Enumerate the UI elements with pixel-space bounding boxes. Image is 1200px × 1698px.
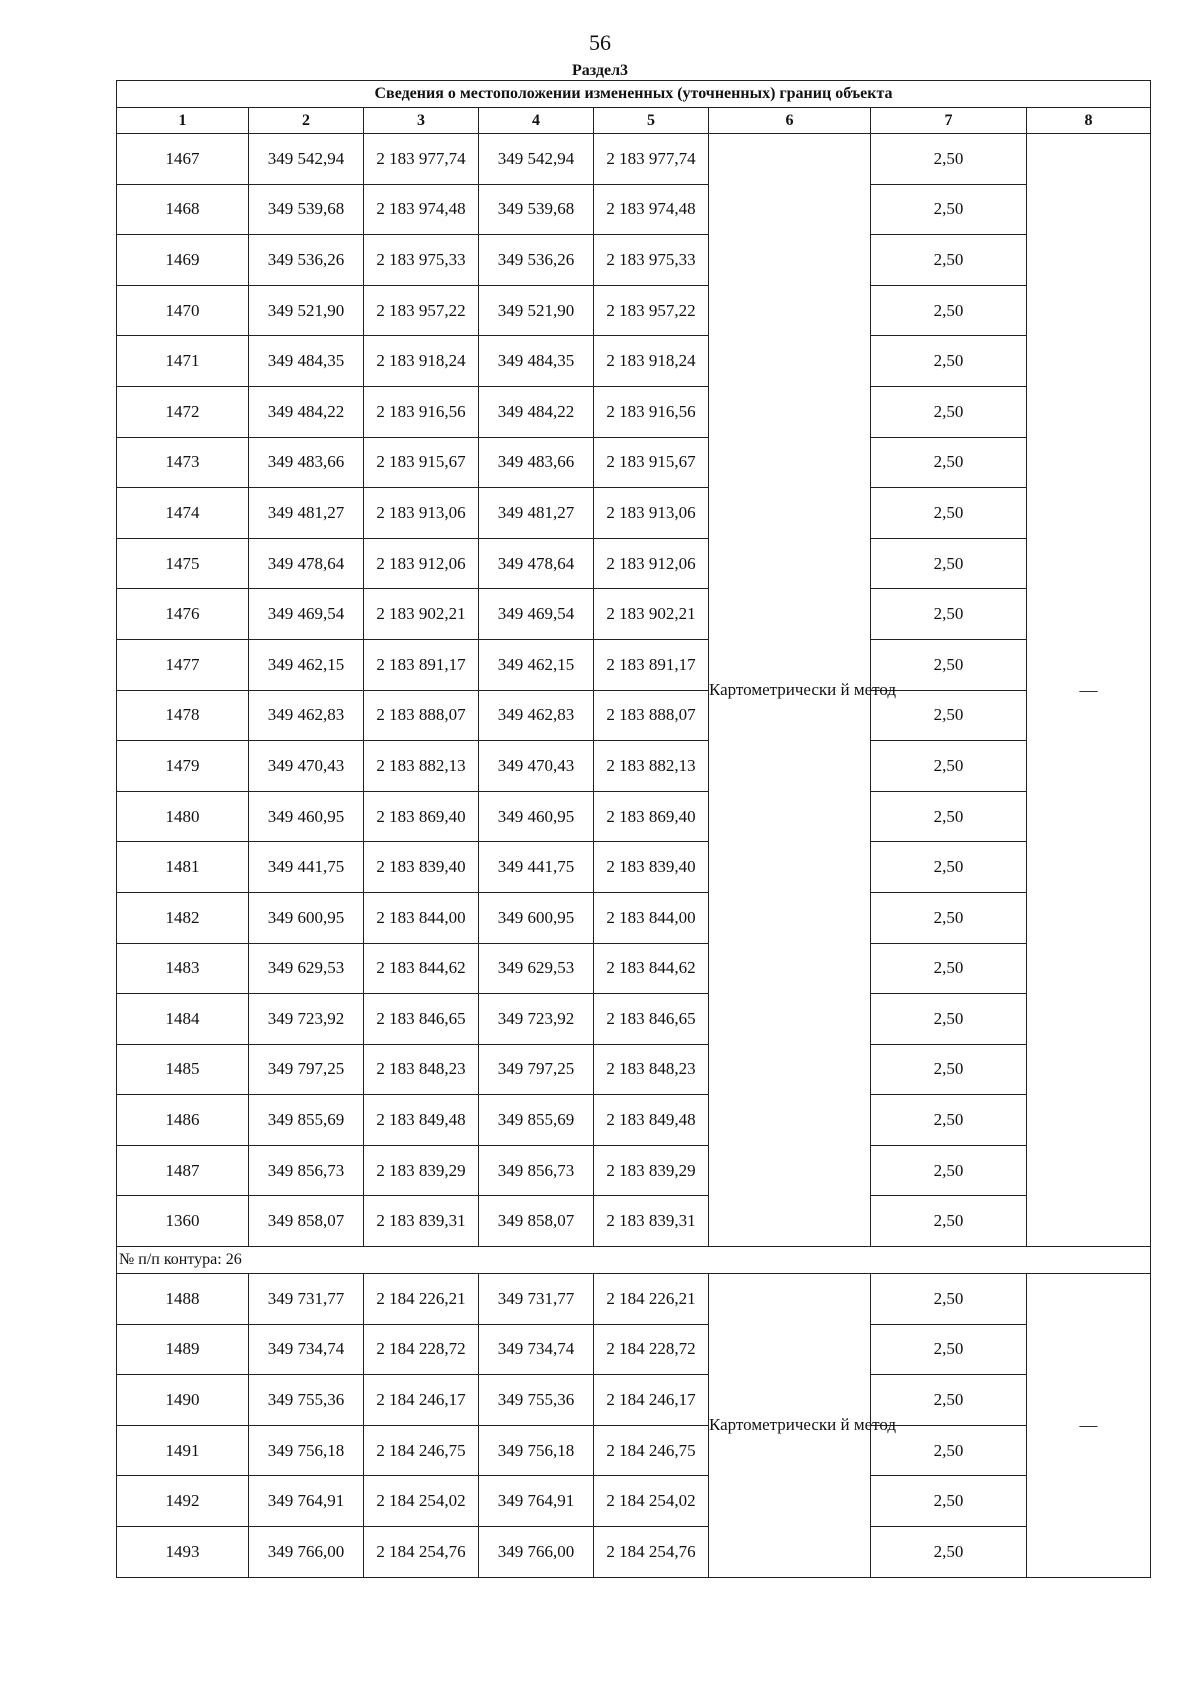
y-new-cell: 2 183 839,29	[594, 1145, 709, 1196]
column-header: 6	[709, 108, 871, 134]
x-existing-cell: 349 469,54	[249, 589, 364, 640]
y-new-cell: 2 184 254,02	[594, 1476, 709, 1527]
accuracy-cell: 2,50	[871, 1274, 1027, 1325]
accuracy-cell: 2,50	[871, 1196, 1027, 1247]
table-row	[117, 690, 1151, 741]
y-new-cell: 2 183 916,56	[594, 386, 709, 437]
point-number-cell: 1470	[117, 285, 249, 336]
accuracy-cell: 2,50	[871, 336, 1027, 387]
point-number-cell: 1474	[117, 488, 249, 539]
table-title: Сведения о местоположении измененных (уточненных) границ объекта	[117, 81, 1151, 108]
accuracy-cell: 2,50	[871, 1044, 1027, 1095]
x-new-cell: 349 734,74	[479, 1324, 594, 1375]
contour-label: № п/п контура: 26	[117, 1247, 1151, 1274]
y-existing-cell: 2 183 902,21	[364, 589, 479, 640]
y-existing-cell: 2 183 839,29	[364, 1145, 479, 1196]
x-new-cell: 349 855,69	[479, 1095, 594, 1146]
y-new-cell: 2 183 915,67	[594, 437, 709, 488]
y-new-cell: 2 183 977,74	[594, 134, 709, 185]
point-number-cell: 1491	[117, 1425, 249, 1476]
table-row	[117, 437, 1151, 488]
y-new-cell: 2 183 888,07	[594, 690, 709, 741]
y-existing-cell: 2 183 848,23	[364, 1044, 479, 1095]
contour-row	[117, 1247, 1151, 1274]
table-row	[117, 1274, 1151, 1325]
accuracy-cell: 2,50	[871, 538, 1027, 589]
table-row	[117, 1476, 1151, 1527]
accuracy-cell: 2,50	[871, 235, 1027, 286]
method-cell: Картометрически й метод	[709, 134, 871, 1247]
y-existing-cell: 2 183 839,40	[364, 842, 479, 893]
accuracy-cell: 2,50	[871, 994, 1027, 1045]
column-header-row	[117, 108, 1151, 134]
y-existing-cell: 2 183 957,22	[364, 285, 479, 336]
x-existing-cell: 349 536,26	[249, 235, 364, 286]
y-new-cell: 2 183 869,40	[594, 791, 709, 842]
y-new-cell: 2 183 913,06	[594, 488, 709, 539]
page-number: 56	[589, 30, 611, 55]
x-existing-cell: 349 484,22	[249, 386, 364, 437]
accuracy-cell: 2,50	[871, 1324, 1027, 1375]
x-new-cell: 349 462,15	[479, 639, 594, 690]
table-row	[117, 386, 1151, 437]
y-new-cell: 2 183 848,23	[594, 1044, 709, 1095]
x-existing-cell: 349 629,53	[249, 943, 364, 994]
point-number-cell: 1490	[117, 1375, 249, 1426]
accuracy-cell: 2,50	[871, 1425, 1027, 1476]
x-new-cell: 349 536,26	[479, 235, 594, 286]
x-existing-cell: 349 764,91	[249, 1476, 364, 1527]
point-number-cell: 1473	[117, 437, 249, 488]
accuracy-cell: 2,50	[871, 842, 1027, 893]
y-new-cell: 2 183 974,48	[594, 184, 709, 235]
y-existing-cell: 2 184 246,75	[364, 1425, 479, 1476]
accuracy-cell: 2,50	[871, 690, 1027, 741]
x-existing-cell: 349 734,74	[249, 1324, 364, 1375]
accuracy-cell: 2,50	[871, 791, 1027, 842]
y-existing-cell: 2 183 839,31	[364, 1196, 479, 1247]
table-row	[117, 184, 1151, 235]
y-new-cell: 2 183 891,17	[594, 639, 709, 690]
column-header: 7	[871, 108, 1027, 134]
y-existing-cell: 2 183 912,06	[364, 538, 479, 589]
table-row	[117, 994, 1151, 1045]
y-existing-cell: 2 183 977,74	[364, 134, 479, 185]
accuracy-cell: 2,50	[871, 1145, 1027, 1196]
x-existing-cell: 349 858,07	[249, 1196, 364, 1247]
y-new-cell: 2 183 844,62	[594, 943, 709, 994]
y-new-cell: 2 183 846,65	[594, 994, 709, 1045]
point-number-cell: 1493	[117, 1527, 249, 1578]
x-new-cell: 349 484,22	[479, 386, 594, 437]
x-new-cell: 349 470,43	[479, 741, 594, 792]
accuracy-cell: 2,50	[871, 589, 1027, 640]
y-existing-cell: 2 183 882,13	[364, 741, 479, 792]
y-existing-cell: 2 184 228,72	[364, 1324, 479, 1375]
y-existing-cell: 2 183 913,06	[364, 488, 479, 539]
x-existing-cell: 349 481,27	[249, 488, 364, 539]
point-number-cell: 1478	[117, 690, 249, 741]
x-existing-cell: 349 797,25	[249, 1044, 364, 1095]
y-existing-cell: 2 183 846,65	[364, 994, 479, 1045]
table-row	[117, 589, 1151, 640]
table-row	[117, 235, 1151, 286]
x-existing-cell: 349 478,64	[249, 538, 364, 589]
table-row	[117, 538, 1151, 589]
accuracy-cell: 2,50	[871, 1476, 1027, 1527]
table-row	[117, 134, 1151, 185]
y-new-cell: 2 184 246,17	[594, 1375, 709, 1426]
column-header: 8	[1027, 108, 1151, 134]
point-number-cell: 1480	[117, 791, 249, 842]
y-existing-cell: 2 183 916,56	[364, 386, 479, 437]
x-existing-cell: 349 855,69	[249, 1095, 364, 1146]
x-existing-cell: 349 441,75	[249, 842, 364, 893]
y-existing-cell: 2 183 918,24	[364, 336, 479, 387]
table-row	[117, 488, 1151, 539]
column-header: 4	[479, 108, 594, 134]
point-number-cell: 1484	[117, 994, 249, 1045]
x-existing-cell: 349 766,00	[249, 1527, 364, 1578]
y-existing-cell: 2 183 915,67	[364, 437, 479, 488]
y-existing-cell: 2 184 254,76	[364, 1527, 479, 1578]
x-new-cell: 349 764,91	[479, 1476, 594, 1527]
x-existing-cell: 349 755,36	[249, 1375, 364, 1426]
point-number-cell: 1471	[117, 336, 249, 387]
x-new-cell: 349 484,35	[479, 336, 594, 387]
x-existing-cell: 349 483,66	[249, 437, 364, 488]
point-number-cell: 1469	[117, 235, 249, 286]
y-existing-cell: 2 183 869,40	[364, 791, 479, 842]
x-existing-cell: 349 723,92	[249, 994, 364, 1045]
x-existing-cell: 349 542,94	[249, 134, 364, 185]
accuracy-cell: 2,50	[871, 1527, 1027, 1578]
point-number-cell: 1481	[117, 842, 249, 893]
x-new-cell: 349 542,94	[479, 134, 594, 185]
accuracy-cell: 2,50	[871, 134, 1027, 185]
table-row	[117, 892, 1151, 943]
point-number-cell: 1487	[117, 1145, 249, 1196]
x-new-cell: 349 441,75	[479, 842, 594, 893]
x-new-cell: 349 755,36	[479, 1375, 594, 1426]
y-new-cell: 2 183 844,00	[594, 892, 709, 943]
table-row	[117, 741, 1151, 792]
method-cell: Картометрически й метод	[709, 1274, 871, 1578]
point-number-cell: 1475	[117, 538, 249, 589]
point-number-cell: 1483	[117, 943, 249, 994]
x-new-cell: 349 723,92	[479, 994, 594, 1045]
y-existing-cell: 2 183 844,00	[364, 892, 479, 943]
x-existing-cell: 349 731,77	[249, 1274, 364, 1325]
table-row	[117, 1095, 1151, 1146]
y-existing-cell: 2 184 226,21	[364, 1274, 479, 1325]
x-new-cell: 349 478,64	[479, 538, 594, 589]
table-row	[117, 1145, 1151, 1196]
x-existing-cell: 349 462,83	[249, 690, 364, 741]
y-new-cell: 2 183 839,31	[594, 1196, 709, 1247]
y-existing-cell: 2 184 246,17	[364, 1375, 479, 1426]
y-new-cell: 2 184 254,76	[594, 1527, 709, 1578]
x-new-cell: 349 797,25	[479, 1044, 594, 1095]
boundary-coordinates-table	[116, 80, 1151, 1578]
y-new-cell: 2 183 957,22	[594, 285, 709, 336]
point-number-cell: 1485	[117, 1044, 249, 1095]
accuracy-cell: 2,50	[871, 488, 1027, 539]
y-new-cell: 2 183 839,40	[594, 842, 709, 893]
note-cell: —	[1027, 1274, 1151, 1578]
point-number-cell: 1472	[117, 386, 249, 437]
y-existing-cell: 2 183 849,48	[364, 1095, 479, 1146]
accuracy-cell: 2,50	[871, 1095, 1027, 1146]
y-new-cell: 2 183 882,13	[594, 741, 709, 792]
x-existing-cell: 349 462,15	[249, 639, 364, 690]
accuracy-cell: 2,50	[871, 184, 1027, 235]
column-header: 2	[249, 108, 364, 134]
x-existing-cell: 349 756,18	[249, 1425, 364, 1476]
accuracy-cell: 2,50	[871, 892, 1027, 943]
y-existing-cell: 2 183 844,62	[364, 943, 479, 994]
x-existing-cell: 349 521,90	[249, 285, 364, 336]
point-number-cell: 1360	[117, 1196, 249, 1247]
x-new-cell: 349 469,54	[479, 589, 594, 640]
x-new-cell: 349 858,07	[479, 1196, 594, 1247]
y-existing-cell: 2 183 891,17	[364, 639, 479, 690]
table-row	[117, 1324, 1151, 1375]
x-existing-cell: 349 539,68	[249, 184, 364, 235]
x-new-cell: 349 600,95	[479, 892, 594, 943]
table-row	[117, 336, 1151, 387]
x-existing-cell: 349 484,35	[249, 336, 364, 387]
y-new-cell: 2 183 902,21	[594, 589, 709, 640]
x-existing-cell: 349 856,73	[249, 1145, 364, 1196]
table-row	[117, 943, 1151, 994]
column-header: 3	[364, 108, 479, 134]
table-row	[117, 791, 1151, 842]
y-existing-cell: 2 183 888,07	[364, 690, 479, 741]
point-number-cell: 1489	[117, 1324, 249, 1375]
x-new-cell: 349 731,77	[479, 1274, 594, 1325]
point-number-cell: 1477	[117, 639, 249, 690]
x-new-cell: 349 856,73	[479, 1145, 594, 1196]
x-new-cell: 349 462,83	[479, 690, 594, 741]
x-new-cell: 349 460,95	[479, 791, 594, 842]
x-existing-cell: 349 600,95	[249, 892, 364, 943]
x-new-cell: 349 483,66	[479, 437, 594, 488]
section-label: Раздел3	[571, 62, 629, 79]
note-cell: —	[1027, 134, 1151, 1247]
x-new-cell: 349 481,27	[479, 488, 594, 539]
point-number-cell: 1492	[117, 1476, 249, 1527]
accuracy-cell: 2,50	[871, 437, 1027, 488]
accuracy-cell: 2,50	[871, 943, 1027, 994]
y-new-cell: 2 184 228,72	[594, 1324, 709, 1375]
x-existing-cell: 349 470,43	[249, 741, 364, 792]
point-number-cell: 1468	[117, 184, 249, 235]
x-new-cell: 349 539,68	[479, 184, 594, 235]
accuracy-cell: 2,50	[871, 639, 1027, 690]
y-new-cell: 2 184 246,75	[594, 1425, 709, 1476]
table-row	[117, 639, 1151, 690]
table-body	[117, 134, 1151, 1578]
column-header: 5	[594, 108, 709, 134]
point-number-cell: 1488	[117, 1274, 249, 1325]
table-row	[117, 1527, 1151, 1578]
y-existing-cell: 2 183 975,33	[364, 235, 479, 286]
y-new-cell: 2 183 912,06	[594, 538, 709, 589]
x-new-cell: 349 756,18	[479, 1425, 594, 1476]
point-number-cell: 1479	[117, 741, 249, 792]
table-row	[117, 1375, 1151, 1426]
y-new-cell: 2 183 975,33	[594, 235, 709, 286]
point-number-cell: 1486	[117, 1095, 249, 1146]
x-new-cell: 349 629,53	[479, 943, 594, 994]
y-existing-cell: 2 184 254,02	[364, 1476, 479, 1527]
table-row	[117, 1044, 1151, 1095]
accuracy-cell: 2,50	[871, 741, 1027, 792]
accuracy-cell: 2,50	[871, 386, 1027, 437]
y-new-cell: 2 183 918,24	[594, 336, 709, 387]
table-row	[117, 842, 1151, 893]
x-existing-cell: 349 460,95	[249, 791, 364, 842]
y-new-cell: 2 183 849,48	[594, 1095, 709, 1146]
point-number-cell: 1482	[117, 892, 249, 943]
x-new-cell: 349 766,00	[479, 1527, 594, 1578]
column-header: 1	[117, 108, 249, 134]
x-new-cell: 349 521,90	[479, 285, 594, 336]
point-number-cell: 1467	[117, 134, 249, 185]
accuracy-cell: 2,50	[871, 1375, 1027, 1426]
y-new-cell: 2 184 226,21	[594, 1274, 709, 1325]
point-number-cell: 1476	[117, 589, 249, 640]
table-row	[117, 1425, 1151, 1476]
table-row	[117, 1196, 1151, 1247]
y-existing-cell: 2 183 974,48	[364, 184, 479, 235]
table-row	[117, 285, 1151, 336]
accuracy-cell: 2,50	[871, 285, 1027, 336]
